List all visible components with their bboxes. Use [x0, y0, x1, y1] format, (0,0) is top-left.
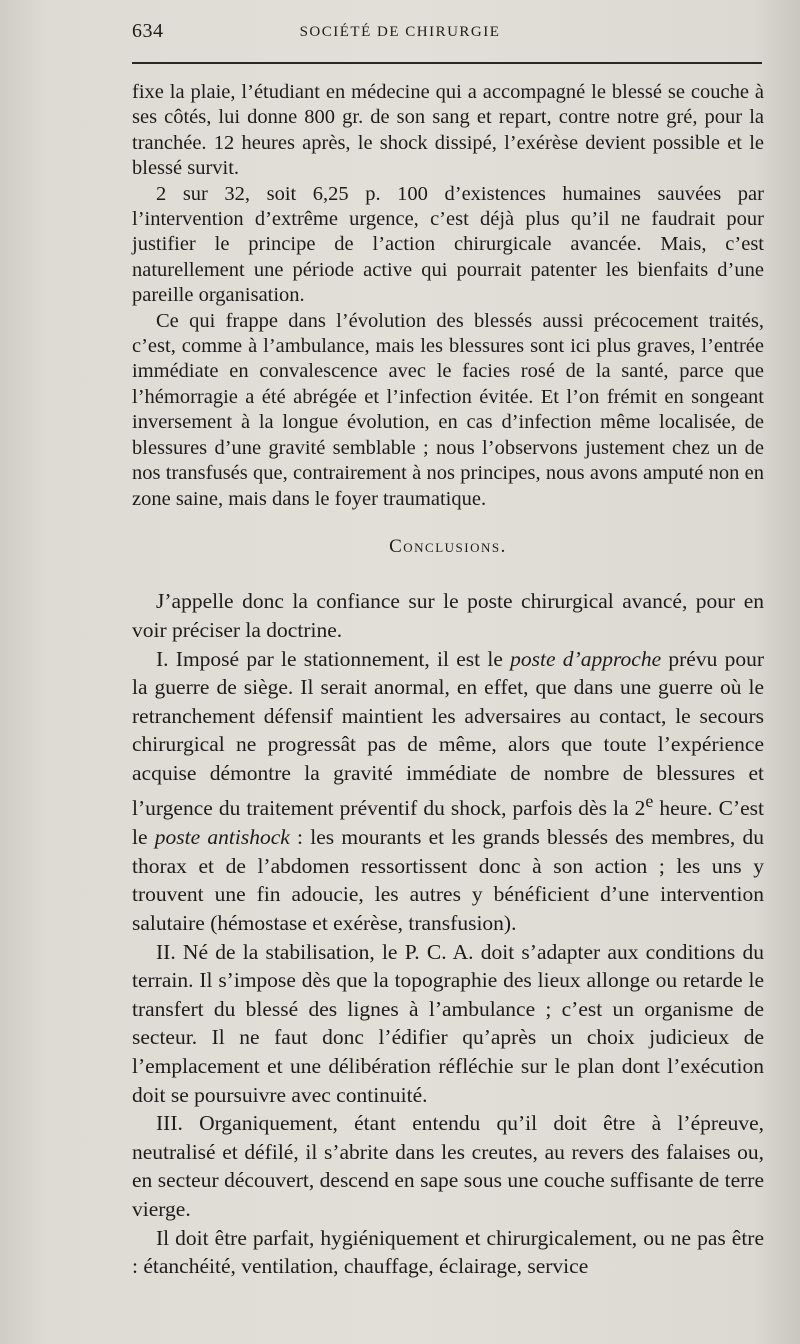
running-head: SOCIÉTÉ DE CHIRURGIE [299, 24, 501, 40]
paragraph-evolution: Ce qui frappe dans l’évolution des blessés aussi précocement traités, c’est, comme à l’ambulance, mais les blessures sont ici plus graves, l’entrée immédiate en convalescence avec le facies rosé de la santé, parce que l’hémorragie a été abrégée et l’infection évitée. Et l’on frémit en songeant inversement à la longue évolution, en cas d’infection même localisée, de blessures d’une gravité semblable ; nous l’observons justement chez un de nos transfusés que, contrairement à nos principes, nous avons amputé non en zone saine, mais dans le foyer traumatique. [132, 309, 764, 510]
paragraph-conclusion-1 [132, 645, 764, 938]
page-number: 634 [132, 20, 164, 42]
paragraph-conclusion-4: Il doit être parfait, hygiéniquement et chirurgicalement, ou ne pas être : étanchéité, ventilation, chauffage, éclairage, service [132, 1225, 764, 1279]
p5-text-c: heure. C’est le [132, 796, 764, 850]
p5-emphasis-poste-approche: poste d’approche [510, 646, 662, 671]
p5-superscript: e [645, 791, 654, 812]
section-heading: Conclusions. [389, 535, 507, 557]
paragraph-conclusion-3: III. Organiquement, étant entendu qu’il doit être à l’épreuve, neutralisé et défilé, il s’abrite dans les creutes, au revers des falaises ou, en secteur découvert, descend en sape sous une couche suffisante de terre vierge. [132, 1111, 764, 1221]
conclusions-block [132, 587, 764, 1280]
p5-text-a: I. Imposé par le stationnement, il est le [156, 646, 511, 671]
p5-text-b: prévu pour la guerre de siège. Il serait anormal, en effet, que dans une guerre où le retranchement défensif maintient les adversaires au contact, le secours chirurgical ne progressât pas de même, alors que toute l’expérience acquise démontre la gravité immédiate de nombre de blessures et l’urgence du traitement préventif du shock, parfois dès la 2 [132, 646, 764, 821]
p5-text-d: : les mourants et les grands blessés des membres, du thorax et de l’abdomen ressortissent donc à son action ; les uns y trouvent une fin adoucie, les autres y bénéficient d’une intervention salutaire (hémostase et exérèse, transfusion). [132, 825, 764, 935]
paragraph-conclusion-intro: J’appelle donc la confiance sur le poste chirurgical avancé, pour en voir préciser la doctrine. [132, 589, 764, 642]
header-rule [132, 62, 762, 64]
page-header [0, 18, 800, 48]
paragraph-statistics: 2 sur 32, soit 6,25 p. 100 d’existences humaines sauvées par l’intervention d’extrême urgence, c’est déjà plus qu’il ne faudrait pour justifier le principe de l’action chirurgicale avancée. Mais, c’est naturellement une période active qui pourrait patenter les bienfaits d’une pareille organisation. [132, 182, 764, 307]
paragraph-continuation: fixe la plaie, l’étudiant en médecine qui a accompagné le blessé se couche à ses côtés, lui donne 800 gr. de son sang et repart, contre notre gré, pour la tranchée. 12 heures après, le shock dissipé, l’exérèse devient possible et le blessé survit. [132, 81, 764, 180]
p5-emphasis-poste-antishock: poste antishock [154, 825, 290, 850]
paragraph-conclusion-2: II. Né de la stabilisation, le P. C. A. doit s’adapter aux conditions du terrain. Il s’impose dès que la topographie des lieux allonge ou retarde le transfert du blessé des lignes à l’ambulance ; c’est un organisme de secteur. Il ne faut donc l’édifier qu’après un choix judicieux de l’emplacement et une délibération réfléchie sur le plan dont l’exécution doit se poursuivre avec continuité. [132, 939, 764, 1107]
body-text [132, 80, 764, 1281]
